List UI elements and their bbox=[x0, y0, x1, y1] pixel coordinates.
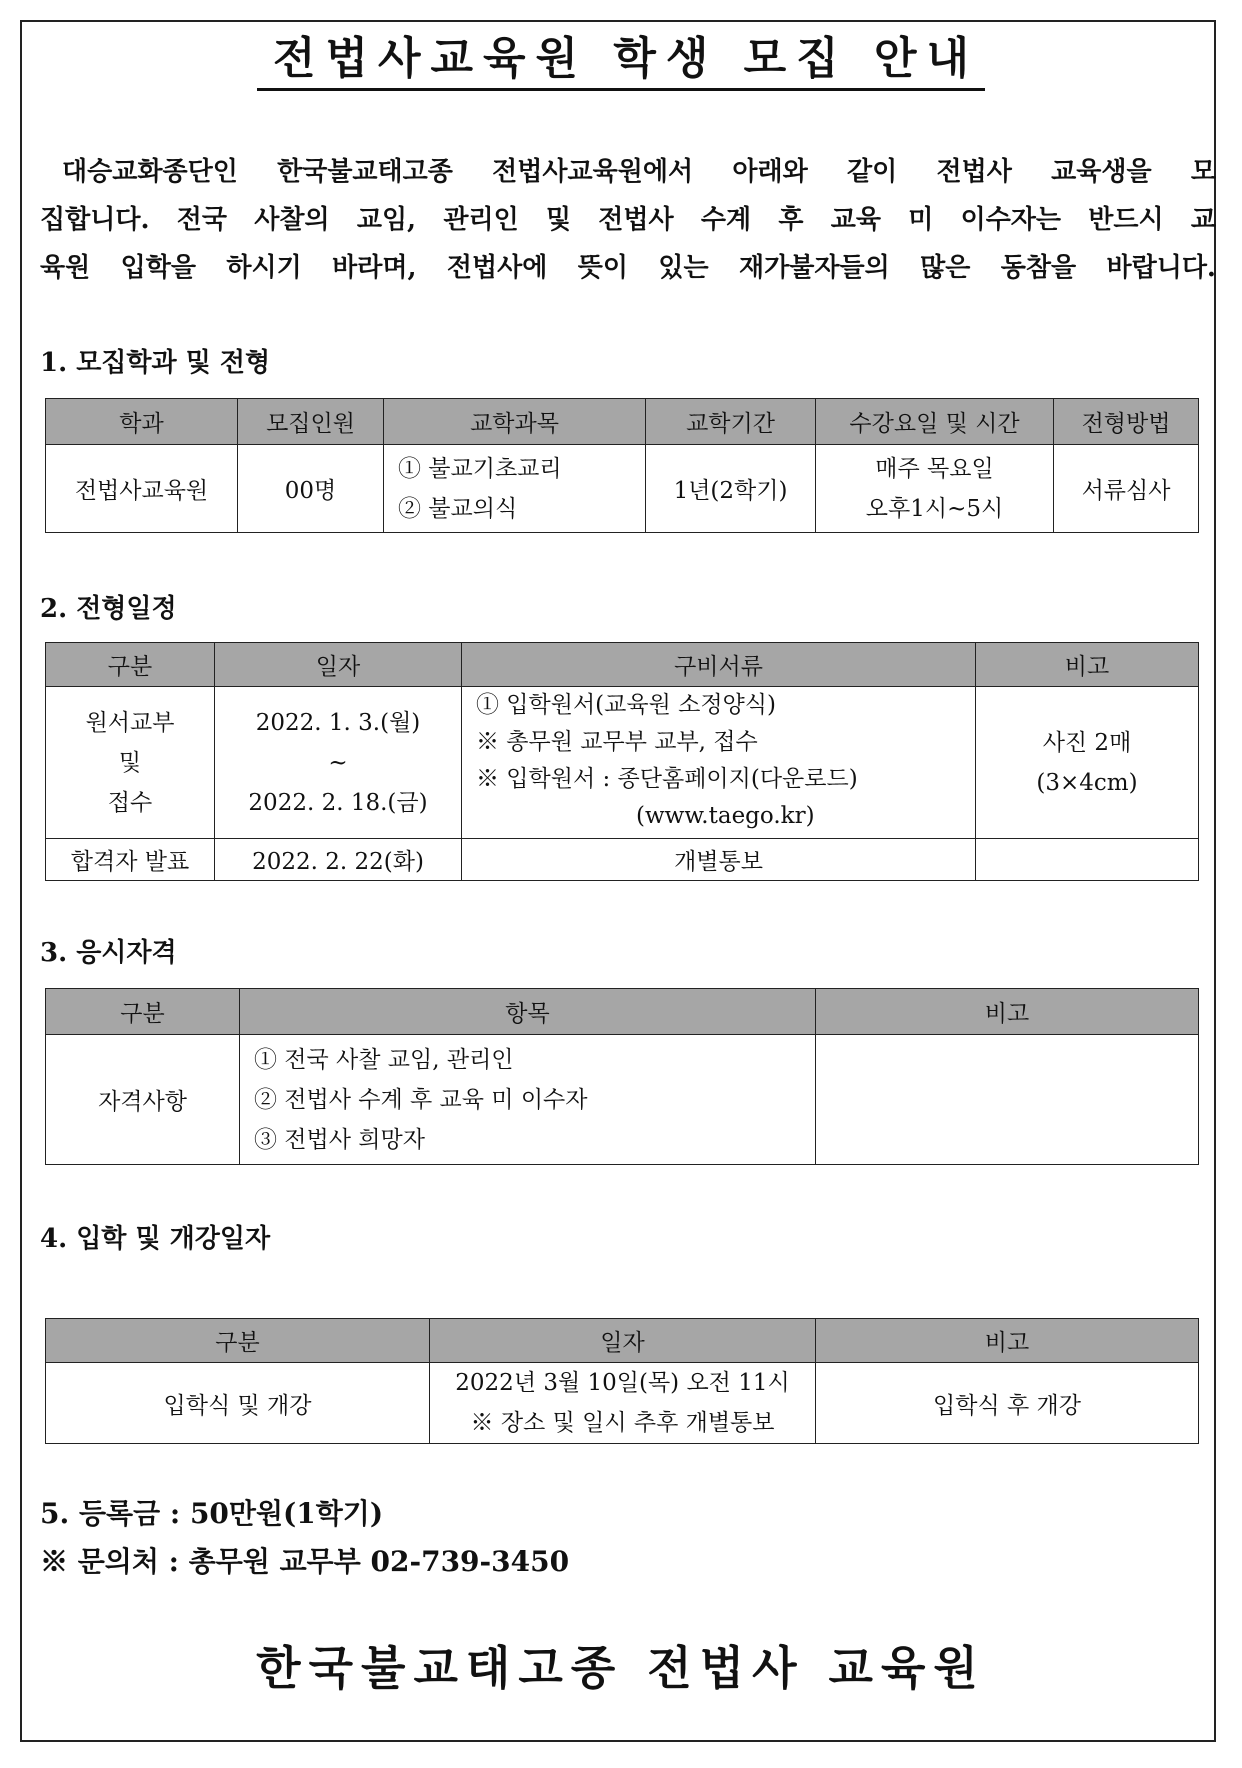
intro-line-2: 집합니다. 전국 사찰의 교임, 관리인 및 전법사 수계 후 교육 미 이수자는 반드시 교 bbox=[40, 205, 1216, 235]
cell-qualification-note bbox=[816, 1035, 1199, 1165]
document-2: ※ 총무원 교무부 교부, 접수 bbox=[476, 729, 758, 755]
cell-subjects bbox=[384, 445, 646, 533]
header-items: 항목 bbox=[240, 989, 816, 1035]
cell-admission-note: 입학식 후 개강 bbox=[816, 1363, 1199, 1444]
cell-admission-category: 입학식 및 개강 bbox=[46, 1363, 430, 1444]
header-subjects: 교학과목 bbox=[384, 399, 646, 445]
header-category: 구분 bbox=[46, 1319, 430, 1363]
cell-schedule bbox=[816, 445, 1054, 533]
section3-heading: 3. 응시자격 bbox=[40, 938, 177, 968]
schedule-table bbox=[45, 642, 1199, 881]
document-1: ① 입학원서(교육원 소정양식) bbox=[476, 692, 776, 718]
schedule-time: 오후1시~5시 bbox=[865, 495, 1004, 522]
document-3: ※ 입학원서 : 종단홈페이지(다운로드) bbox=[476, 766, 858, 792]
admission-date-2: ※ 장소 및 일시 추후 개별통보 bbox=[470, 1410, 775, 1436]
section1-heading: 1. 모집학과 및 전형 bbox=[40, 348, 271, 378]
organization-footer: 한국불교태고종 전법사 교육원 bbox=[256, 1641, 986, 1695]
cell-period: 1년(2학기) bbox=[646, 445, 816, 533]
title-text: 전법사교육원 학생 모집 안내 bbox=[257, 33, 985, 91]
header-category: 구분 bbox=[46, 643, 215, 687]
cell-announce-method: 개별통보 bbox=[462, 839, 976, 881]
date-start: 2022. 1. 3.(월) bbox=[255, 709, 421, 736]
qualification-3: ③ 전법사 희망자 bbox=[254, 1126, 425, 1153]
section2-heading: 2. 전형일정 bbox=[40, 594, 177, 624]
cell-announce-date: 2022. 2. 22(화) bbox=[215, 839, 462, 881]
photo-note-2: (3×4cm) bbox=[1036, 769, 1138, 796]
date-tilde: ~ bbox=[328, 749, 348, 776]
header-date: 일자 bbox=[215, 643, 462, 687]
qualification-table bbox=[45, 988, 1199, 1165]
header-note: 비고 bbox=[976, 643, 1199, 687]
date-end: 2022. 2. 18.(금) bbox=[248, 789, 428, 816]
contact-info: ※ 문의처 : 총무원 교무부 02-739-3450 bbox=[40, 1545, 570, 1578]
section4-heading: 4. 입학 및 개강일자 bbox=[40, 1224, 271, 1254]
category-line-2: 및 bbox=[118, 749, 142, 776]
header-method: 전형방법 bbox=[1054, 399, 1199, 445]
qualification-1: ① 전국 사찰 교임, 관리인 bbox=[254, 1046, 514, 1073]
intro-line-1: 대승교화종단인 한국불교태고종 전법사교육원에서 아래와 같이 전법사 교육생을 모 bbox=[62, 157, 1216, 187]
cell-count: 00명 bbox=[238, 445, 384, 533]
cell-qualification-items bbox=[240, 1035, 816, 1165]
cell-announce-category: 합격자 발표 bbox=[46, 839, 215, 881]
cell-dept: 전법사교육원 bbox=[46, 445, 238, 533]
photo-note-1: 사진 2매 bbox=[1042, 729, 1132, 756]
header-count: 모집인원 bbox=[238, 399, 384, 445]
header-documents: 구비서류 bbox=[462, 643, 976, 687]
cell-method: 서류심사 bbox=[1054, 445, 1199, 533]
cell-admission-date bbox=[430, 1363, 816, 1444]
header-period: 교학기간 bbox=[646, 399, 816, 445]
cell-application-category bbox=[46, 687, 215, 839]
header-schedule: 수강요일 및 시간 bbox=[816, 399, 1054, 445]
category-line-1: 원서교부 bbox=[85, 709, 175, 736]
cell-application-date bbox=[215, 687, 462, 839]
document-website: (www.taego.kr) bbox=[636, 803, 815, 829]
intro-paragraph bbox=[40, 148, 1216, 292]
admission-table bbox=[45, 1318, 1199, 1444]
cell-qualification-category: 자격사항 bbox=[46, 1035, 240, 1165]
schedule-day: 매주 목요일 bbox=[875, 455, 994, 482]
admission-date-1: 2022년 3월 10일(목) 오전 11시 bbox=[455, 1370, 790, 1396]
header-note: 비고 bbox=[816, 1319, 1199, 1363]
intro-line-3: 육원 입학을 하시기 바라며, 전법사에 뜻이 있는 재가불자들의 많은 동참을 바랍니다. bbox=[40, 253, 1216, 283]
page-title bbox=[0, 22, 1242, 86]
header-category: 구분 bbox=[46, 989, 240, 1035]
tuition-fee: 5. 등록금 : 50만원(1학기) bbox=[40, 1497, 384, 1530]
recruitment-table bbox=[45, 398, 1199, 533]
subject-1: ① 불교기초교리 bbox=[398, 455, 562, 482]
header-note: 비고 bbox=[816, 989, 1199, 1035]
qualification-2: ② 전법사 수계 후 교육 미 이수자 bbox=[254, 1086, 588, 1113]
cell-announce-note bbox=[976, 839, 1199, 881]
cell-documents bbox=[462, 687, 976, 839]
subject-2: ② 불교의식 bbox=[398, 495, 518, 522]
header-dept: 학과 bbox=[46, 399, 238, 445]
category-line-3: 접수 bbox=[107, 789, 153, 816]
cell-photo-note bbox=[976, 687, 1199, 839]
header-date: 일자 bbox=[430, 1319, 816, 1363]
